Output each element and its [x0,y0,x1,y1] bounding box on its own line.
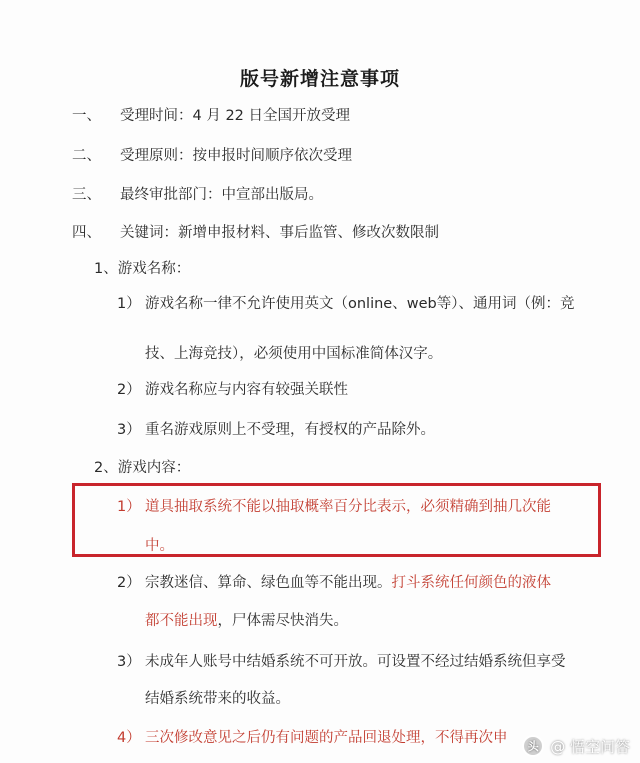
wukong-logo-icon: 头 [522,735,544,757]
section-3-text: 最终审批部门：中宣部出版局。 [120,187,323,203]
game-content-item-1-line-2: 中。 [145,538,174,554]
game-content-item-4-number: 4） [117,730,141,746]
game-content-item-2-line-1 [145,573,551,593]
game-content-item-3-line-1: 未成年人账号中结婚系统不可开放。可设置不经过结婚系统但享受 [145,654,566,670]
game-name-item-2-number: 2） [117,382,141,398]
game-content-item-4-line-1: 三次修改意见之后仍有问题的产品回退处理，不得再次申 [145,730,508,746]
game-content-item-2-line-1-red: 打斗系统任何颜色的液体 [391,575,551,591]
watermark-text: @ 悟空问答 [550,737,630,756]
section-4-text: 关键词：新增申报材料、事后监管、修改次数限制 [120,225,439,241]
game-content-item-2-line-2-normal: ，尸体需尽快消失。 [217,613,348,629]
game-content-item-3-number: 3） [117,654,141,670]
section-2-number: 二、 [72,148,101,164]
game-name-item-2-line-1: 游戏名称应与内容有较强关联性 [145,382,348,398]
game-content-item-2-number: 2） [117,575,141,591]
game-content-item-2-line-2-red: 都不能出现 [145,613,218,629]
subsection-1-heading: 1、游戏名称： [94,261,191,277]
game-name-item-1-line-2: 技、上海竞技），必须使用中国标准简体汉字。 [145,346,443,362]
section-3-number: 三、 [72,187,101,203]
game-name-item-1-line-1: 游戏名称一律不允许使用英文（online、web等）、通用词（例：竞 [145,296,575,312]
section-2-text: 受理原则：按申报时间顺序依次受理 [120,148,352,164]
game-content-item-2-line-2 [145,611,348,631]
game-content-item-2-line-1-normal: 宗教迷信、算命、绿色血等不能出现。 [145,575,392,591]
game-content-item-1-line-1: 道具抽取系统不能以抽取概率百分比表示，必须精确到抽几次能 [145,499,551,515]
watermark [522,735,630,757]
document-title: 版号新增注意事项 [239,68,400,90]
game-name-item-1-number: 1） [117,296,141,312]
section-4-number: 四、 [72,225,101,241]
game-name-item-3-line-1: 重名游戏原则上不受理，有授权的产品除外。 [145,422,435,438]
game-content-item-3-line-2: 结婚系统带来的收益。 [145,691,290,707]
game-name-item-3-number: 3） [117,422,141,438]
subsection-2-heading: 2、游戏内容： [94,460,191,476]
section-1-number: 一、 [72,108,101,124]
game-content-item-1-number: 1） [117,499,141,515]
section-1-text: 受理时间：4 月 22 日全国开放受理 [120,108,351,124]
